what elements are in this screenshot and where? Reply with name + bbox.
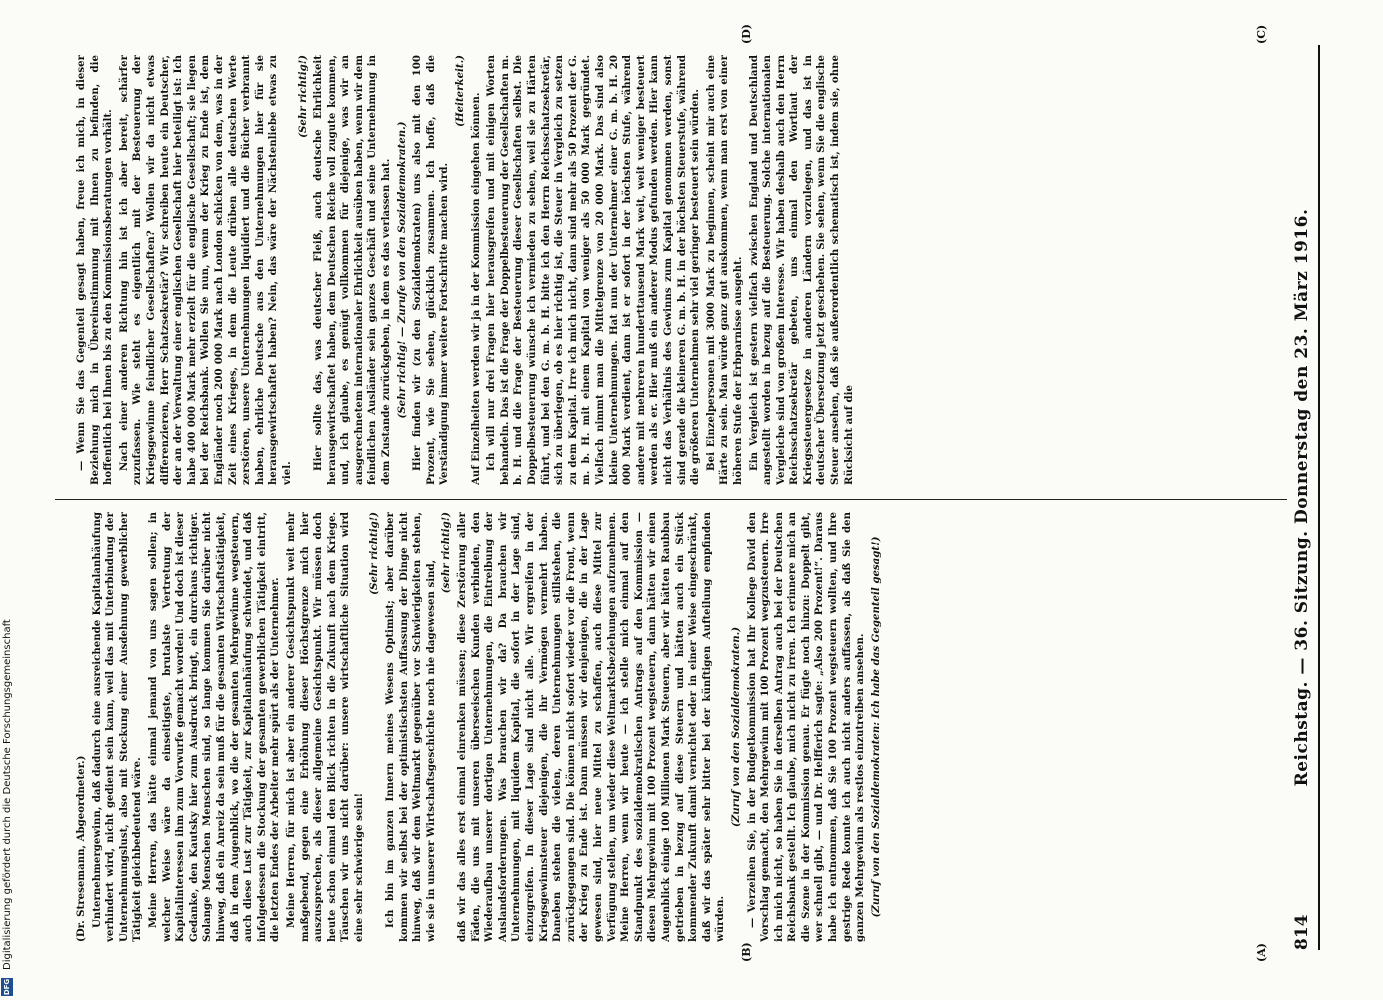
paragraph: Bei Einzelpersonen mit 3000 Mark zu beginnen, scheint mir auch eine Härte zu sein. Man würde ganz gut auskommen, wenn man erst von einer höheren Stufe der Erbparnisse ausgeht. — [704, 55, 744, 485]
page-header — [1292, 45, 1320, 950]
paragraph: Ich bin im ganzen Innern meines Wesens Optimist; aber darüber kommen wir selbst bei der optimistischsten Auffassung der Dinge nicht hinweg, daß wir dem Weltmarkt gegenüber vor Schwierigkeiten stehen, wie sie in unserer Wirtschaftsgeschichte noch nie dagewesen sind, — [384, 512, 437, 942]
paragraph: — Wenn Sie das Gegenteil gesagt haben, freue ich mich, in dieser Beziehung mich in Übereinstimmung mit Ihnen zu befinden, die hoffentlich bei Ihnen bis zu den Kommissionsberatungen vorhält. — [75, 55, 115, 485]
digitization-credit: Digitalisierung gefördert durch die Deutsche Forschungsgemeinschaft — [2, 619, 13, 970]
column-divider — [55, 499, 1287, 500]
margin-marker-d: (D) — [740, 24, 753, 44]
interjection: (Heiterkeit.) — [454, 55, 467, 127]
paragraph: Meine Herren, für mich ist aber ein anderer Gesichtspunkt weit mehr maßgebend, gegen eine Erhöhung dieser Höchstgrenze mich hier auszusprechen, als dieser allgemeine Gesichtspunkt. Wir müssen doch heute schon einmal den Blick richten in die Zukunft nach dem Kriege. Täuschen wir uns nicht darüber: unsere wirtschaftliche Situation wird eine sehr schwierige sein! — [284, 512, 365, 942]
margin-marker-c: (C) — [1255, 24, 1268, 44]
paragraph: Ich will nur drei Fragen hier herausgreifen und mit einigen Worten behandeln. Das ist die Frage der Doppelbesteuerung der Gesellschaften m. b. H. und die Frage der Besteuerung dieser Gesellschaften selbst. Die Doppelbesteuerung wünsche ich vermieden zu sehen, weil sie zu Härten führt, und bei den G. m. b. H. bitte ich den Herrn Reichsschatzsekretär, sich zu überlegen, ob es hier richtig ist, die Steuer in Vergleich zu setzen zu dem Kapital. Irre ich mich nicht, dann sind mehr als 50 Prozent der G. m. b. H. mit einem Kapital von weniger als 50 000 Mark gegründet. Vielfach nimmt man die Mittelgrenze von 20 000 Mark. Das sind also kleine Unternehmungen. Hat nun der Unternehmer einer G. m. b. H. 20 000 Mark verdient, dann ist er sofort in der höchsten Stufe, während andere mit mehreren hunderttausend Mark weit, weit weniger besteuert werden als er. Hier muß ein anderer Modus gefunden werden. Hier kann nicht das Verhältnis des Gewinns zum Kapital genommen werden, sonst sind gerade die kleineren G. m. b. H. in der höchsten Steuerstufe, während die größeren Unternehmen sehr viel geringer besteuert sein würden. — [485, 55, 702, 485]
paragraph: Hier finden wir (zu den Sozialdemokraten) uns also mit den 100 Prozent, wie Sie sehen, glücklich zusammen. Ich hoffe, daß die Verständigung immer weitere Fortschritte machen wird. — [411, 55, 451, 485]
interjection: (Zuruf von den Sozialdemokraten.) — [729, 626, 742, 828]
paragraph: Unternehmergewinn, daß dadurch eine ausreichende Kapitalanhäufung verhindert wird, nicht gedient sein kann, weil das mit Unterbindung der Unternehmungslust, also mit Stockung einer Ausdehnung gewerblicher Tätigkeit gleichbedeutend wäre. — [90, 512, 144, 942]
right-column — [75, 55, 1285, 485]
interjection: (sehr richtig!) — [440, 512, 453, 594]
dfg-logo-icon: DFG — [3, 978, 11, 996]
paragraph: daß wir das alles erst einmal einrenken müssen; diese Zerstörung aller Fäden, die uns mit unseren überseeischen Kunden verbinden, den Wiederaufbau unserer dortigen Unternehmungen, die Eintreibung der Auslandsforderungen. Was brauchen wir da? Da brauchen wir Unternehmungen, mit liquidem Kapital, die sofort in der Lage sind, einzugreifen. In dieser Lage sind nicht alle. Wir ergreifen in der Kriegsgewinnsteuer diejenigen, die ihr Vermögen vermehrt haben. Daneben stehen die vielen, deren Unternehmungen stillstehen, die zurückgegangen sind. Die können nicht sofort wieder vor die Front, wenn der Krieg zu Ende ist. Dann müssen wir denjenigen, die in der Lage gewesen sind, hier neue Mittel zu schaffen, auch diese Mittel zur Verfügung stellen, um wieder diese Weltmarktsbeziehungen aufzunehmen. Meine Herren, wenn wir heute — ich stelle mich einmal auf den Standpunkt des sozialdemokratischen Antrags auf den Kommission — diesen Mehrgewinn mit 100 Prozent wegsteuern, dann hätten wir einen Augenblick einige 100 Millionen Mark Steuern, aber wir hätten Raubbau getrieben in bezug auf diese Steuern und hätten auch ein Stück kommender Zukunft damit vernichtet oder in einer Weise eingeschränkt, daß wir das später sehr bitter bei der künftigen Aufteilung empfinden würden. — [456, 512, 727, 942]
interjection: (Sehr richtig!) — [368, 512, 381, 595]
margin-marker-a: (A) — [1255, 943, 1268, 962]
paragraph: Meine Herren, das hätte einmal jemand von uns sagen sollen; in welcher Weise wäre da einseitigste, brutalste Vertretung der Kapitalinteressen ihm zum Vorwurfe gemacht worden! Und doch ist dieser Gedanke, den Kautsky hier zum Ausdruck bringt, ein durchaus richtiger. Solange Menschen Menschen sind, so lange kommen Sie darüber nicht hinweg, daß ein Anreiz da sein muß für die gesamten Wirtschaftstätigkeit, daß in dem Augenblick, wo die der gesamten Mehrgewinne wegsteuern, auch diese Lust zur Tätigkeit, zur Kapitalanhäufung schwindet, und daß infolgedessen die Stockung der gesamten gewerblichen Tätigkeit eintritt, die letzten Endes der Arbeiter mehr spürt als der Unternehmer. — [146, 512, 282, 942]
interjection: (Zuruf von den Sozialdemokraten: Ich habe das Gegenteil gesagt!) — [869, 536, 882, 918]
page-number: 814 — [1292, 914, 1312, 950]
paragraph: — Verzeihen Sie, in der Budgetkommission hat Ihr Kollege David den Vorschlag gemacht, den Mehrgewinn mit 100 Prozent wegzusteuern. Irre ich mich nicht, so haben Sie in derselben Antrag auch bei der Deutschen Reichsbank gestellt. Ich glaube, mich nicht zu irren. Ich erinnere mich an die Szene in der Kommission genau. Er fügte noch hinzu: Doppelt gibt, wer schnell gibt, — und Dr. Helfferich sagte: „Also 200 Prozent!“. Daraus habe ich entnommen, daß Sie 100 Prozent wegsteuern wollten, und Ihre gestrige Rede konnte ich auch nicht anders auffassen, als daß Sie den ganzen Mehrgewinn als restlos einzutreiben ansehen. — [745, 512, 867, 942]
left-column — [75, 512, 1285, 942]
interjection: (Sehr richtig!) — [296, 55, 309, 138]
paragraph: Nach einer anderen Richtung hin ist ich aber bereit, schärfer zuzufassen. Wie steht es eigentlich mit der Besteuerung der Kriegsgewinne feindlicher Gesellschaften? Wollen wir da nicht etwas differenzieren, Herr Schatzsekretär? Wir schreiben heute ein Deutscher, der an der Verwaltung einer englischen Gesellschaft hier beteiligt ist: Ich habe 400 000 Mark mehr erzielt für die englische Gesellschaft; sie liegen bei der Reichsbank. Wollen Sie nun, wenn der Krieg zu Ende ist, dem Engländer noch 200 000 Mark nach London schicken von dem, was in der Zeit eines Krieges, in dem die Leute drüben alle deutschen Werte zerstören, unsere Unternehmungen liquidiert und die Bücher verbrannt haben, ehrliche Deutsche aus den Unternehmungen hier für sie herausgewirtschaftet haben? Nein, das wäre der Nächstenliebe etwas zu viel. — [117, 55, 293, 485]
paragraph: Hier sollte das, was deutscher Fleiß, auch deutsche Ehrlichkeit herausgewirtschaftet haben, dem Deutschen Reiche voll zugute kommen, und, ich glaube, es genügt vollkommen für diejenige, was wir an ausgerechnetem internationaler Ehrlichkeit ausüben haben, wenn wir dem feindlichen Ausländer sein ganzes Geschäft und seine Unternehmung in dem Zustande zurückgeben, in dem es das verlassen hat. — [312, 55, 393, 485]
paragraph: Auf Einzelheiten werden wir ja in der Kommission eingehen können. — [469, 92, 482, 485]
margin-marker-b: (B) — [740, 942, 753, 962]
interjection: (Sehr richtig! — Zurufe von den Sozialdemokraten.) — [395, 121, 408, 419]
paragraph: Ein Vergleich ist gestern vielfach zwischen England und Deutschland angestellt worden in bezug auf die Besteuerung. Solche internationalen Vergleiche sind von großem Interesse. Wir haben deshalb auch den Herrn Reichsschatzsekretär gebeten, uns einmal den Wortlaut der Kriegssteuergesetze in anderen Ländern vorzulegen, und das ist in deutscher Übersetzung jetzt geschehen. Sie sehen, wenn Sie die englische Steuer ansehen, daß sie außerordentlich schematisch ist, indem sie, ohne Rücksicht auf die — [747, 55, 855, 485]
page-title: Reichstag. — 36. Sitzung. Donnerstag den 23. März 1916. — [1292, 208, 1312, 787]
paragraph: (Dr. Stresemann, Abgeordneter.) — [75, 755, 87, 942]
dfg-credit-strip — [0, 0, 16, 1000]
